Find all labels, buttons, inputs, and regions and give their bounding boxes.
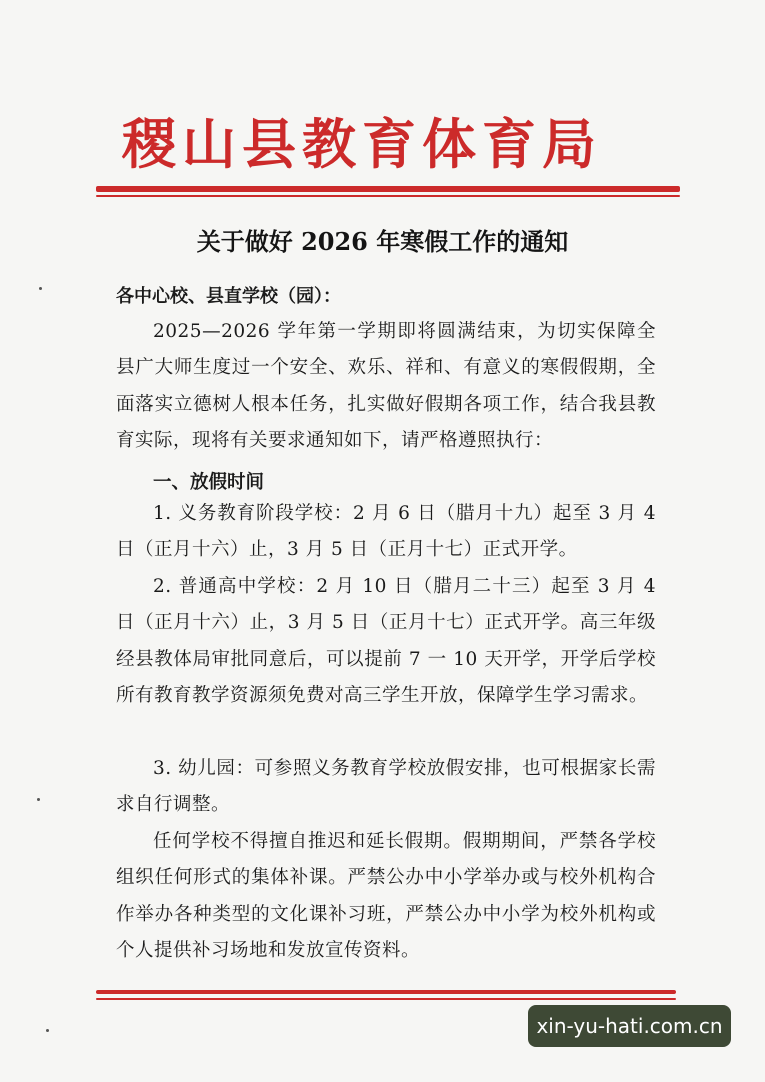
letterhead-rule-secondary [96,195,680,197]
site-watermark: xin-yu-hati.com.cn [528,1005,731,1047]
paper-speck [39,287,42,290]
item-kindergarten: 3. 幼儿园：可参照义务教育学校放假安排，也可根据家长需求自行调整。 [116,758,656,816]
rules-paragraph: 任何学校不得擅自推迟和延长假期。假期期间，严禁各学校组织任何形式的集体补课。严禁公办中小学举办或与校外机构合作举办各种类型的文化课补习班，严禁公办中小学为校外机构或个人提供补习场地和发放宣传资料。 [116,831,656,961]
document-title: 关于做好 2026 年寒假工作的通知 [196,227,569,256]
item-compulsory-education: 1. 义务教育阶段学校：2 月 6 日（腊月十九）起至 3 月 4 日（正月十六）止，3 月 5 日（正月十七）正式开学。 [116,503,656,561]
footer-rule-secondary [96,998,676,1000]
item-high-school: 2. 普通高中学校：2 月 10 日（腊月二十三）起至 3 月 4 日（正月十六）止，3 月 5 日（正月十七）正式开学。高三年级经县教体局审批同意后，可以提前 7 一 10 天开学，开学后学校所有教育教学资源须免费对高三学生开放，保障学生学习需求。 [116,576,656,706]
paper-speck [37,798,40,801]
addressee: 各中心校、县直学校（园）： [116,286,341,307]
section-heading-holiday-time: 一、放假时间 [153,472,265,493]
paper-speck [46,1029,49,1032]
letterhead-rule [96,186,680,192]
footer-rule [96,990,676,994]
intro-paragraph: 2025—2026 学年第一学期即将圆满结束，为切实保障全县广大师生度过一个安全、欢乐、祥和、有意义的寒假假期，全面落实立德树人根本任务，扎实做好假期各项工作，结合我县教育实际，现将有关要求通知如下，请严格遵照执行： [116,321,656,451]
letterhead-title: 稷山县教育体育局 [122,112,602,176]
